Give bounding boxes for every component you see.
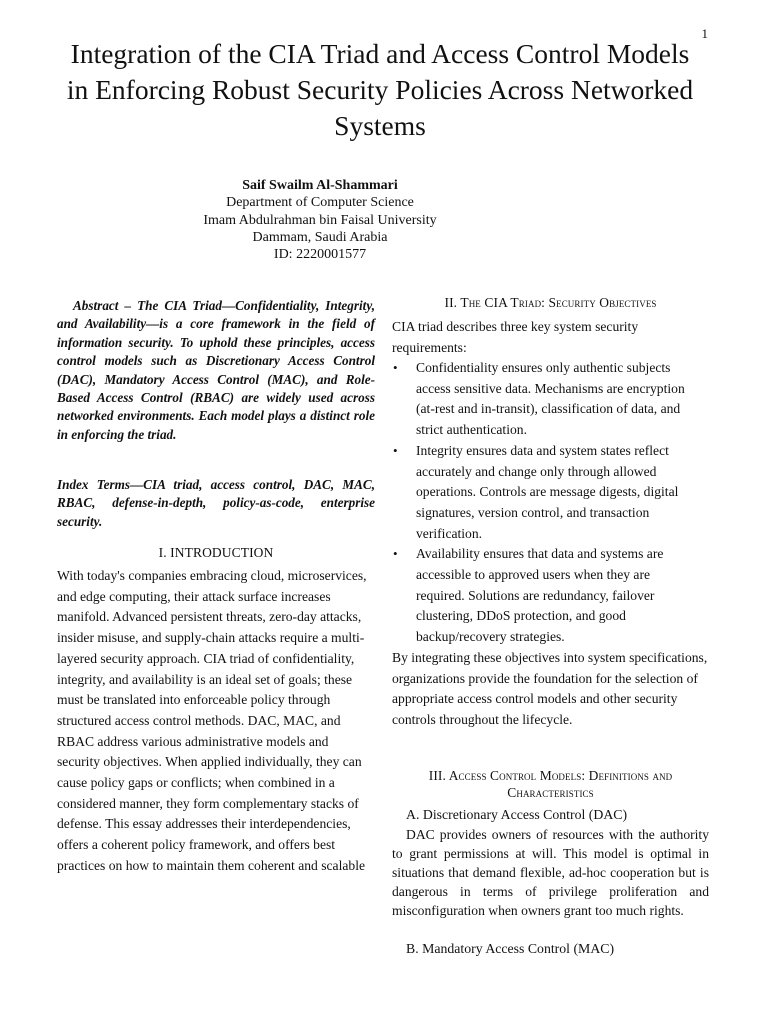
author-department: Department of Computer Science — [226, 195, 414, 211]
bullet-icon: • — [393, 442, 398, 458]
author-location: Dammam, Saudi Arabia — [252, 229, 388, 245]
paper-title: Integration of the CIA Triad and Access Control Models in Enforcing Robust Security Policies Across Networked Systems — [66, 38, 694, 141]
cia-triad-outro: By integrating these objectives into system specifications, organizations provide the foundation for the selection of appropriate access control models and other security controls throughout the lifecycle. — [392, 650, 708, 728]
dac-body: DAC provides owners of resources with the authority to grant permissions at will. This model is optimal in situations that demand flexible, ad-hoc cooperation but is dangerous in terms of privilege proliferation and misconfiguration when owners grant too much rights. — [392, 827, 709, 918]
cia-triad-intro: CIA triad describes three key system security requirements: — [392, 319, 639, 355]
abstract: Abstract – The CIA Triad—Confidentiality, Integrity, and Availability—is a core framework in the field of information security. To uphold these principles, access control models such as Discretionary Access Control (DAC), Mandatory Access Control (MAC), and Role-Based Access Control (RBAC) are widely used across networked environments. Each model plays a distinct role in enforcing the triad. — [57, 298, 375, 442]
section-heading-introduction: I. INTRODUCTION — [158, 545, 274, 560]
author-university: Imam Abdulrahman bin Faisal University — [203, 212, 437, 228]
page-number: 1 — [701, 26, 708, 41]
introduction-body: With today's companies embracing cloud, microservices, and edge computing, their attack surface increases manifold. Advanced persistent threats, zero-day attacks, insider misuse, and supply-chain attacks require a multi-layered security approach. CIA triad of confidentiality, integrity, and availability is an ideal set of goals; these must be translated into enforceable policy through structured access control methods. DAC, MAC, and RBAC address various administrative models and security objectives. When applied individually, they can cause policy gaps or conflicts; when combined in a considered manner, they form complementary stacks of defense. This essay addresses their interdependencies, offers a coherent policy framework, and offers best practices on how to maintain them coherent and scalable — [57, 568, 367, 873]
subsection-heading-mac: B. Mandatory Access Control (MAC) — [406, 941, 615, 956]
bullet-icon: • — [393, 546, 398, 562]
bullet-icon: • — [393, 360, 398, 375]
list-item — [392, 441, 709, 545]
author-block — [60, 177, 580, 263]
list-item — [392, 544, 709, 648]
index-terms: Index Terms—CIA triad, access control, DAC, MAC, RBAC, defense-in-depth, policy-as-code, enterprise security. — [57, 477, 375, 529]
bullet-text-availability: Availability ensures that data and systems are accessible to approved users when they are required. Solutions are redundancy, failover clustering, DDoS protection, and good backup/recovery strategies. — [416, 546, 664, 645]
cia-triad-bullet-list — [392, 358, 709, 648]
section-heading-access-control-models: III. Access Control Models: Definitions and Characteristics — [428, 768, 673, 800]
section-heading-cia-triad: II. The CIA Triad: Security Objectives — [444, 295, 657, 310]
subsection-heading-dac: A. Discretionary Access Control (DAC) — [406, 807, 628, 822]
author-id: ID: 2220001577 — [273, 247, 367, 263]
author-name: Saif Swailm Al-Shammari — [242, 178, 398, 193]
list-item — [392, 358, 709, 441]
bullet-text-confidentiality: Confidentiality ensures only authentic subjects access sensitive data. Mechanisms are encryption (at-rest and in-transit), classification of data, and strict authentication. — [416, 360, 685, 438]
bullet-text-integrity: Integrity ensures data and system states reflect accurately and change only through allowed operations. Controls are message digests, digital signatures, version control, and transaction verification. — [416, 442, 679, 541]
